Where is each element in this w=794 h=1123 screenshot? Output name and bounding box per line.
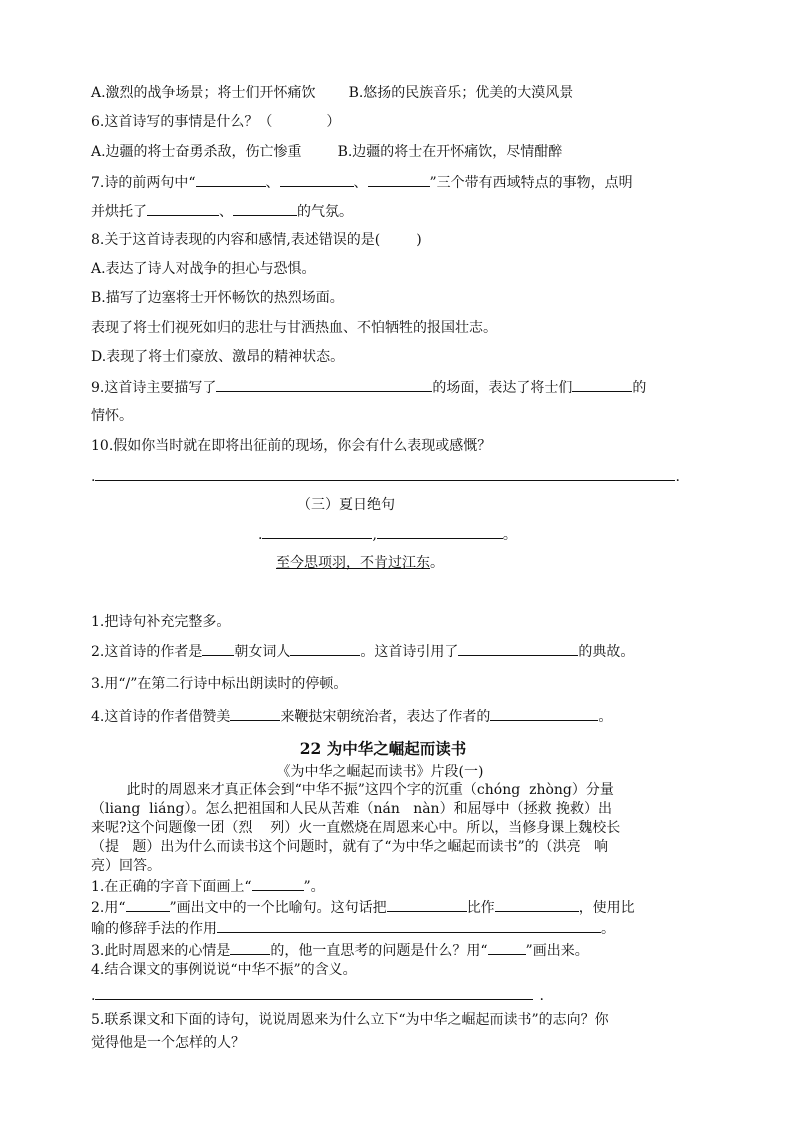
q6-option-a: A.边疆的将士奋勇杀敌，伤亡惨重 — [91, 144, 302, 160]
p3-q2-text-4: 的典故。 — [578, 644, 635, 660]
q10-answer-blank[interactable] — [95, 466, 675, 481]
q10-dot-right: . — [675, 469, 680, 485]
q9-text-3: 的 — [632, 380, 647, 396]
q9-text-1: 9.这首诗主要描写了 — [91, 380, 217, 396]
poem3-line1 — [258, 524, 517, 545]
l22-q4-answer-blank[interactable] — [95, 985, 533, 1000]
l22-q2-line2 — [91, 918, 615, 939]
q9-blank-2[interactable] — [572, 377, 632, 392]
p3-q4-blank-2[interactable] — [490, 706, 598, 721]
p3-q4-text-2: 来鞭挞宋朝统治者，表达了作者的 — [280, 709, 491, 725]
poem3-line2-end: 。 — [430, 555, 444, 571]
l22-q2-text-5: 喻的修辞手法的作用 — [91, 921, 217, 937]
poem3-line2-text: 至今思项羽，不肯过江东 — [276, 555, 430, 571]
p3-q2-blank-2[interactable] — [290, 641, 360, 656]
q7-text-3: 并烘托了 — [91, 204, 147, 220]
q7-sep-3: 、 — [219, 204, 233, 220]
q7-text-2: ”三个带有西域特点的事物，点明 — [429, 175, 633, 191]
l22-q4-dot-left: . — [91, 988, 96, 1004]
poem3-blank-2[interactable] — [377, 524, 503, 539]
p3-q2-text-3: 。这首诗引用了 — [360, 644, 459, 660]
q7-line2 — [91, 201, 353, 222]
q8-close: ) — [416, 232, 422, 248]
l22-q2-text-3: 比作 — [466, 900, 495, 916]
l22-q2-blank-3[interactable] — [495, 897, 579, 912]
q7-text-4: 的气氛。 — [297, 204, 353, 220]
l22-q3-blank-2[interactable] — [488, 940, 526, 955]
l22-q3-text-3: ”画出来。 — [525, 943, 589, 959]
p3-q4-blank-1[interactable] — [230, 706, 280, 721]
passage-line-5: 亮）回答。 — [91, 858, 161, 874]
p3-q4 — [91, 706, 612, 727]
l22-q4-dot-right: . — [539, 988, 544, 1004]
p3-q1: 1.把诗句补充完整多。 — [91, 614, 231, 630]
q8-option-b: B.描写了边塞将士开怀畅饮的热烈场面。 — [91, 290, 344, 306]
p3-q4-text-3: 。 — [598, 709, 613, 725]
q9-blank-1[interactable] — [216, 377, 432, 392]
q7-blank-4[interactable] — [147, 201, 219, 216]
q6-options-line — [91, 142, 562, 162]
q8-stem-text: 8.关于这首诗表现的内容和感情,表述错误的是( — [91, 232, 381, 248]
q8-stem — [91, 230, 422, 250]
l22-q4: 4.结合课文的事例说说“中华不振”的含义。 — [91, 962, 357, 978]
q7-blank-2[interactable] — [280, 172, 354, 187]
poem3-dot: . — [258, 527, 263, 543]
l22-q2-blank-2[interactable] — [387, 897, 467, 912]
poem3-comma: , — [372, 527, 377, 543]
p3-q2-text-1: 2.这首诗的作者是 — [91, 644, 203, 660]
l22-q3 — [91, 940, 589, 961]
p3-q3: 3.用“/”在第二行诗中标出朗读时的停顿。 — [91, 676, 348, 692]
q6-stem-text: 6.这首诗写的事情是什么？（ — [91, 114, 273, 130]
poem3-blank-1[interactable] — [262, 524, 372, 539]
l22-q3-text-2: 的，他一直思考的问题是什么？用“ — [270, 943, 488, 959]
q9-line1 — [91, 377, 646, 398]
q6-stem — [91, 112, 340, 132]
q8-option-c: 表现了将士们视死如归的悲壮与甘洒热血、不怕牺牲的报国壮志。 — [91, 320, 497, 336]
q9-text-2: 的场面，表达了将士们 — [432, 380, 573, 396]
p3-q2 — [91, 641, 634, 662]
q10-answer-line — [91, 466, 680, 487]
q7-line1 — [91, 172, 633, 193]
passage-line-2: （liang liáng）。怎么把祖国和人民从苦难（nán nàn）和屈辱中（拯救 挽救）出 — [91, 801, 613, 817]
l22-q3-blank-1[interactable] — [230, 940, 270, 955]
q7-blank-3[interactable] — [368, 172, 430, 187]
l22-q2-line1 — [91, 897, 635, 918]
p3-q2-blank-3[interactable] — [458, 641, 578, 656]
passage-line-1: 此时的周恩来才真正体会到“中华不振”这四个字的沉重（chóng zhòng）分量 — [91, 782, 614, 798]
l22-q4-answer-line — [91, 985, 544, 1006]
l22-q3-text-1: 3.此时周恩来的心情是 — [91, 943, 231, 959]
passage-line-3: 来呢?这个问题像一团（烈 列）火一直燃烧在周恩来心中。所以，当修身课上魏校长 — [91, 820, 621, 836]
poem3-heading: （三）夏日绝句 — [297, 497, 395, 513]
q9-line2: 情怀。 — [91, 408, 133, 424]
q7-blank-5[interactable] — [233, 201, 297, 216]
q8-option-a: A.表达了诗人对战争的担心与恐惧。 — [91, 261, 316, 277]
q10-stem: 10.假如你当时就在即将出征前的现场，你会有什么表现或感慨？ — [91, 438, 492, 454]
p3-q2-blank-1[interactable] — [202, 641, 234, 656]
l22-q2-text-4: ，使用比 — [578, 900, 635, 916]
q7-blank-1[interactable] — [196, 172, 266, 187]
q7-sep-1: 、 — [265, 175, 280, 191]
q10-dot-left: . — [91, 469, 96, 485]
q8-option-d: D.表现了将士们豪放、激昂的精神状态。 — [91, 349, 345, 365]
l22-q2-text-1: 2.用“ — [91, 900, 126, 916]
l22-q5-line2: 觉得他是一个怎样的人？ — [91, 1035, 245, 1051]
poem3-line2 — [276, 553, 444, 573]
l22-q2-text-6: 。 — [601, 921, 615, 937]
lesson22-subtitle: 《为中华之崛起而读书》片段(一) — [276, 764, 484, 780]
q6-close: ） — [326, 114, 341, 130]
poem3-period: 。 — [502, 527, 517, 543]
l22-q1-text-1: 1.在正确的字音下面画上“ — [91, 879, 252, 895]
l22-q1-text-2: ”。 — [303, 879, 325, 895]
l22-q2-blank-4[interactable] — [217, 918, 601, 933]
l22-q2-blank-1[interactable] — [126, 897, 170, 912]
p3-q4-text-1: 4.这首诗的作者借赞美 — [91, 709, 231, 725]
lesson22-title: 22 为中华之崛起而读书 — [299, 739, 467, 758]
l22-q1 — [91, 876, 325, 897]
q7-text-1: 7.诗的前两句中“ — [91, 175, 196, 191]
p3-q2-text-2: 朝女词人 — [234, 644, 291, 660]
q5-option-a: A.激烈的战争场景；将士们开怀痛饮 — [91, 85, 316, 101]
q7-sep-2: 、 — [353, 175, 368, 191]
q5-option-b: B.悠扬的民族音乐；优美的大漠风景 — [348, 85, 574, 101]
l22-q5-line1: 5.联系课文和下面的诗句，说说周恩来为什么立下“为中华之崛起而读书”的志向？你 — [91, 1012, 609, 1028]
q6-option-b: B.边疆的将士在开怀痛饮，尽情酣醉 — [337, 144, 563, 160]
l22-q2-text-2: ”画出文中的一个比喻句。这句话把 — [169, 900, 387, 916]
passage-line-4: （提 题）出为什么而读书这个问题时，就有了“为中华之崛起而读书”的（洪亮 响 — [91, 839, 609, 855]
l22-q1-blank[interactable] — [252, 876, 304, 891]
q5-options-line — [91, 83, 573, 103]
